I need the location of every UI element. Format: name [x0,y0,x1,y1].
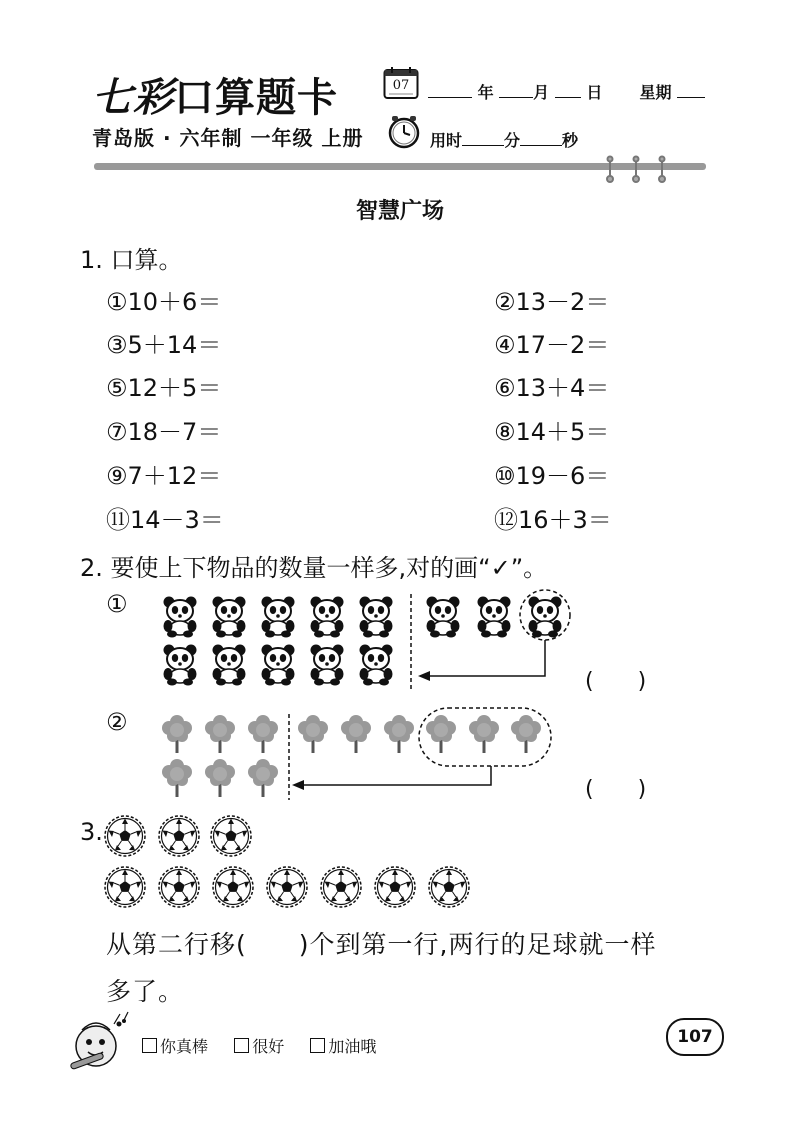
option-good-label: 很好 [252,1037,285,1056]
q1-item-9: ⑨7＋12＝ [106,462,222,490]
second-label: 秒 [562,131,579,150]
football-icon [105,816,145,856]
q1-item-4: ④17－2＝ [494,331,610,359]
mascot-icon [62,1010,134,1078]
option-great[interactable] [142,1037,208,1056]
football-icon [429,867,469,907]
checkbox-icon [310,1038,325,1053]
football-icon [321,867,361,907]
day-label: 日 [586,83,603,102]
calendar-day: 07 [392,78,410,93]
football-icon [159,816,199,856]
q2-sub1-label: ① [106,590,128,618]
football-icon [105,867,145,907]
evaluation-options [142,1034,376,1057]
brand-title-part2: 口算题卡 [174,74,338,121]
month-label: 月 [533,83,550,102]
answer-paren-1[interactable]: ( ) [585,669,647,694]
brand-title-part1: 七彩 [92,74,174,121]
option-good[interactable] [234,1037,284,1056]
q1-item-12: ⑫16＋3＝ [494,506,612,534]
checkbox-icon [234,1038,249,1053]
time-label: 用时 [430,131,463,150]
q2-title: 2. 要使上下物品的数量一样多,对的画“✓”。 [80,554,548,582]
football-icon [213,867,253,907]
answer-paren-2[interactable]: ( ) [585,777,647,802]
option-keep-going-label: 加油哦 [328,1037,377,1056]
option-great-label: 你真棒 [160,1037,209,1056]
q1-item-1: ①10＋6＝ [106,288,222,316]
q1-title: 1. 口算。 [80,246,183,274]
minute-label: 分 [504,131,521,150]
football-icon [159,867,199,907]
football-icon [375,867,415,907]
page-number: 107 [666,1018,724,1056]
week-label: 星期 [639,83,672,102]
year-label: 年 [477,83,494,102]
q1-item-2: ②13－2＝ [494,288,610,316]
football-icon [267,867,307,907]
edition-label: 青岛版 · 六年制 一年级 上册 [92,126,364,150]
q1-item-10: ⑩19－6＝ [494,462,610,490]
q2-sub2-label: ② [106,708,128,736]
q1-item-3: ③5＋14＝ [106,331,222,359]
q3-line1: 从第二行移( )个到第一行,两行的足球就一样 [106,930,657,959]
football-icon [211,816,251,856]
q3-number: 3. [80,818,103,846]
q1-item-11: ⑪14－3＝ [106,506,224,534]
q3-line2: 多了。 [106,977,185,1006]
checkbox-icon [142,1038,157,1053]
option-keep-going[interactable] [310,1037,376,1056]
q1-item-7: ⑦18－7＝ [106,418,222,446]
section-title: 智慧广场 [355,199,444,224]
q1-item-8: ⑧14＋5＝ [494,418,610,446]
q1-item-6: ⑥13＋4＝ [494,374,610,402]
q1-item-5: ⑤12＋5＝ [106,374,222,402]
